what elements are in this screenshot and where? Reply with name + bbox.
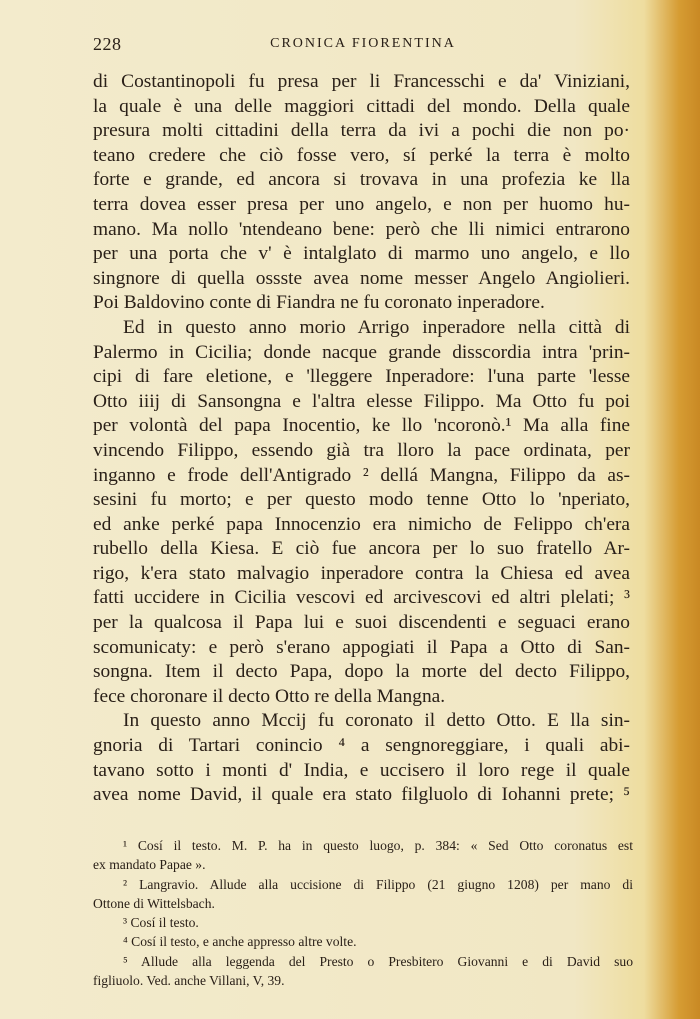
text-line: Ed in questo anno morio Arrigo inperadore nella città di bbox=[123, 316, 630, 338]
running-title: CRONICA FIORENTINA bbox=[270, 36, 456, 51]
text-line: avea nome David, il quale era stato filgluolo di Iohanni prete; ⁵ bbox=[93, 784, 630, 806]
footnote-line: ⁴ Cosí il testo, e anche appresso altre volte. bbox=[123, 934, 357, 950]
page-number: 228 bbox=[93, 34, 122, 54]
text-line: mano. Ma nollo 'ntendeano bene: però che lli nimici entrarono bbox=[93, 218, 630, 240]
text-line: inganno e frode dell'Antigrado ² dellá Mangna, Filippo da as- bbox=[93, 464, 630, 486]
footnote-line: ⁵ Allude alla leggenda del Presto o Presbitero Giovanni e di David suo bbox=[123, 953, 633, 969]
text-line: forte e grande, ed ancora si trovava in una profezia ke lla bbox=[93, 169, 630, 191]
footnote-line: ³ Cosí il testo. bbox=[123, 915, 199, 931]
text-line: per la qualcosa il Papa lui e suoi discendenti e seguaci erano bbox=[93, 612, 630, 634]
text-line: rigo, k'era stato malvagio inperadore contra la Chiesa ed avea bbox=[93, 562, 630, 584]
text-line: la quale è una delle maggiori cittadi del mondo. Della quale bbox=[93, 95, 630, 117]
text-line: presura molti cittadini della terra da ivi a pochi die non po· bbox=[93, 120, 630, 142]
text-line: di Costantinopoli fu presa per li Francesschi e da' Viniziani, bbox=[93, 71, 630, 92]
text-line: Poi Baldovino conte di Fiandra ne fu coronato inperadore. bbox=[93, 292, 545, 314]
text-line: fatti uccidere in Cicilia vescovi ed arcivescovi ed altri plelati; ³ bbox=[93, 587, 630, 609]
text-line: songna. Item il decto Papa, dopo la morte del decto Filippo, bbox=[93, 661, 630, 683]
text-line: teano credere che ciò fosse vero, sí perké la terra è molto bbox=[93, 144, 630, 166]
page-header bbox=[93, 34, 633, 58]
footnote-line: figliuolo. Ved. anche Villani, V, 39. bbox=[93, 973, 285, 989]
footnote-line: ex mandato Papae ». bbox=[93, 857, 206, 873]
text-line: sesini fu morto; e per questo modo tenne Otto lo 'nperiato, bbox=[93, 489, 630, 511]
text-line: terra dovea esser presa per uno angelo, e non per huomo hu- bbox=[93, 193, 630, 215]
body-text bbox=[93, 70, 630, 808]
text-line: fece choronare il decto Otto re della Mangna. bbox=[93, 685, 446, 707]
text-line: gnoria di Tartari conincio ⁴ a sengnoreggiare, i quali abi- bbox=[93, 735, 630, 757]
text-line: tavano sotto i monti d' India, e uccisero il loro rege il quale bbox=[93, 759, 630, 781]
text-line: rubello della Kiesa. E ciò fue ancora per lo suo fratello Ar- bbox=[93, 538, 630, 560]
text-line: per volontà del papa Inocentio, ke llo 'ncoronò.¹ Ma alla fine bbox=[93, 415, 630, 437]
text-line: ed anke perké papa Innocenzio era nimicho de Felippo ch'era bbox=[93, 513, 630, 535]
footnote-line: Ottone di Wittelsbach. bbox=[93, 895, 215, 911]
text-line: per una porta che v' è intalglato di marmo uno angelo, e llo bbox=[93, 243, 630, 265]
text-line: cipi di fare eletione, e 'lleggere Inperadore: l'una parte 'lesse bbox=[93, 366, 630, 388]
text-line: vincendo Filippo, essendo già tra lloro la pace ordinata, per bbox=[93, 439, 630, 461]
text-line: singnore di quella ossste avea nome messer Angelo Angiolieri. bbox=[93, 267, 630, 289]
text-line: In questo anno Mccij fu coronato il detto Otto. E lla sin- bbox=[123, 710, 630, 732]
footnote-line: ² Langravio. Allude alla uccisione di Filippo (21 giugno 1208) per mano di bbox=[123, 876, 633, 892]
text-line: scomunicaty: e però s'erano appogiati il Papa a Otto di San- bbox=[93, 636, 630, 658]
footnotes bbox=[93, 836, 633, 990]
text-line: Palermo in Cicilia; donde nacque grande disscordia intra 'prin- bbox=[93, 341, 630, 363]
text-line: Otto iiij di Sansongna e l'altra elesse Filippo. Ma Otto fu poi bbox=[93, 390, 630, 412]
footnote-line: ¹ Cosí il testo. M. P. ha in questo luogo, p. 384: « Sed Otto coronatus est bbox=[123, 838, 633, 853]
